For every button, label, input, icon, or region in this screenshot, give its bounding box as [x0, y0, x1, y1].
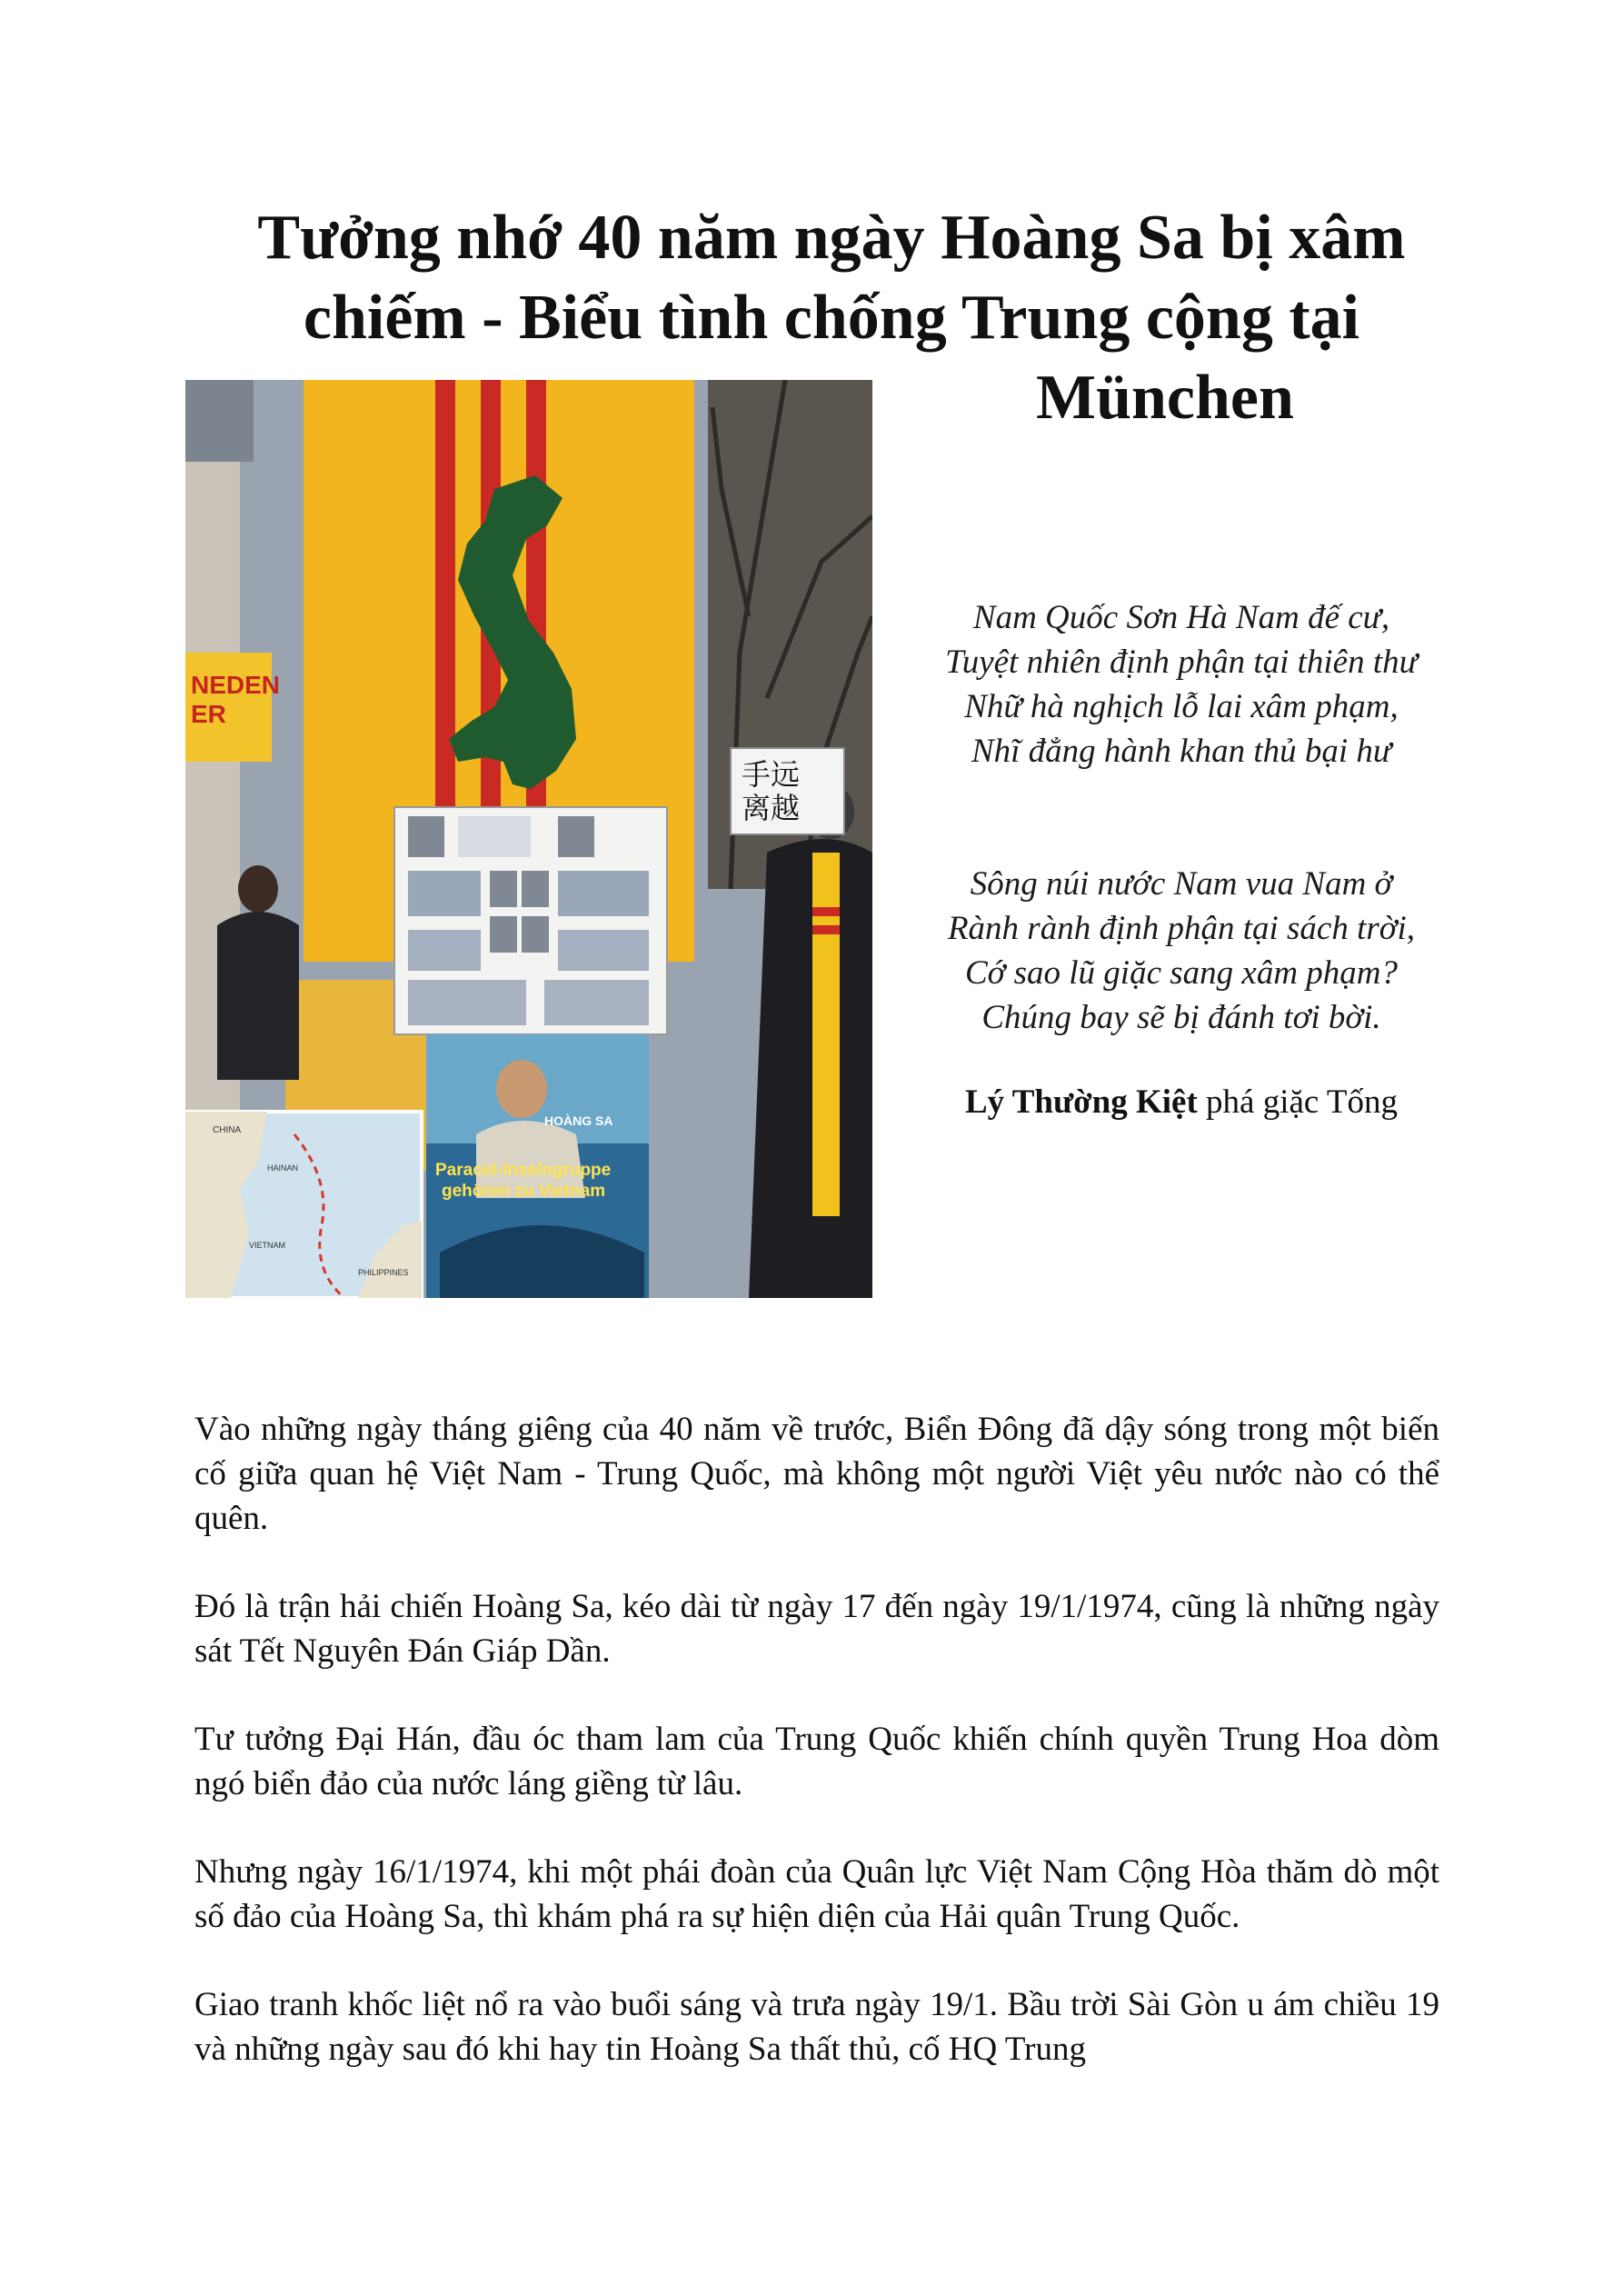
poem-line: Rành rành định phận tại sách trời,	[947, 910, 1416, 947]
poem-stanza-2	[886, 862, 1477, 1040]
poem-line: Cớ sao lũ giặc sang xâm phạm?	[964, 954, 1399, 992]
poem	[886, 595, 1477, 1040]
poem-line: Nam Quốc Sơn Hà Nam đế cư,	[972, 599, 1390, 636]
body-paragraph: Tư tưởng Đại Hán, đầu óc tham lam của Trung Quốc khiến chính quyền Trung Hoa dòm ngó biển đảo của nước láng giềng từ lâu.	[194, 1721, 1439, 1802]
title-line-3: München	[1036, 363, 1294, 433]
article-body	[194, 1407, 1439, 2115]
chinese-sign-text: 手远离越	[742, 757, 801, 825]
poem-line: Nhữ hà nghịch lỗ lai xâm phạm,	[964, 688, 1399, 725]
body-paragraph: Vào những ngày tháng giêng của 40 năm về trước, Biển Đông đã dậy sóng trong một biến cố giữa quan hệ Việt Nam - Trung Quốc, mà không một người Việt yêu nước nào có thể quên.	[194, 1411, 1439, 1537]
attribution-rest: phá giặc Tống	[1197, 1083, 1399, 1121]
poster-caption-1: Paracel-Inselngruppe	[435, 1161, 612, 1180]
poem-line: Chúng bay sẽ bị đánh tơi bời.	[981, 999, 1381, 1036]
map-label-vietnam: VIETNAM	[249, 1241, 286, 1250]
article-title	[164, 198, 1499, 433]
title-line-1: Tưởng nhớ 40 năm ngày Hoàng Sa bị xâm	[257, 203, 1406, 273]
poem-line: Tuyệt nhiên định phận tại thiên thư	[945, 644, 1418, 681]
body-paragraph: Giao tranh khốc liệt nổ ra vào buổi sáng và trưa ngày 19/1. Bầu trời Sài Gòn u ám chiều 19 và những ngày sau đó khi hay tin Hoàng Sa thất thủ, cố HQ Trung	[194, 1986, 1439, 2068]
poem-line: Nhĩ đẳng hành khan thủ bại hư	[971, 733, 1392, 770]
attribution-name: Lý Thường Kiệt	[964, 1083, 1198, 1121]
map-label-china: CHINA	[213, 1125, 242, 1135]
protest-photo	[185, 380, 872, 1298]
person-standing	[749, 839, 872, 1298]
banner-text-1: NEDEN ER	[191, 671, 281, 729]
body-paragraph: Nhưng ngày 16/1/1974, khi một phái đoàn của Quân lực Việt Nam Cộng Hòa thăm dò một số đảo của Hoàng Sa, thì khám phá ra sự hiện diện của Hải quân Trung Quốc.	[194, 1853, 1439, 1935]
map-label-philippines: PHILIPPINES	[358, 1268, 409, 1277]
map-label-hainan: HAINAN	[267, 1163, 299, 1173]
poster-hoang-sa-label: HOÀNG SA	[544, 1113, 613, 1128]
poem-attribution	[886, 1080, 1477, 1124]
body-paragraph: Đó là trận hải chiến Hoàng Sa, kéo dài từ ngày 17 đến ngày 19/1/1974, cũng là những ngày sát Tết Nguyên Đán Giáp Dần.	[194, 1588, 1439, 1670]
poem-line: Sông núi nước Nam vua Nam ở	[970, 865, 1393, 903]
title-line-2: chiếm - Biểu tình chống Trung cộng tại	[303, 283, 1360, 353]
poem-stanza-1	[886, 595, 1477, 774]
poster-caption-2: gehören zu Vietnam	[442, 1182, 606, 1201]
person-seated	[217, 912, 299, 1080]
